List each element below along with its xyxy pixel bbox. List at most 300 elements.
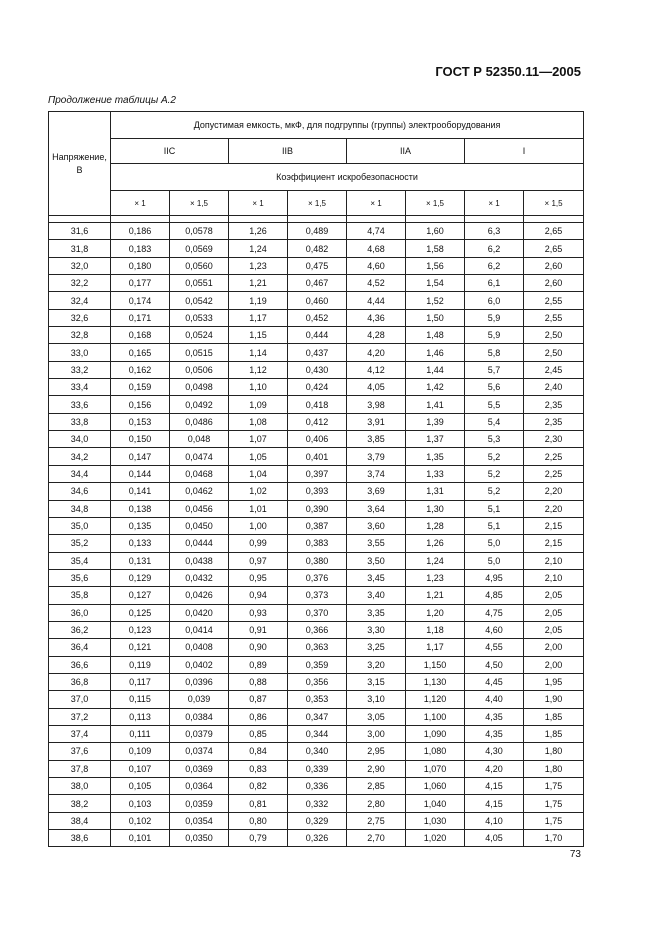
capacitance-cell: 0,103 [111, 795, 170, 812]
capacitance-cell: 2,05 [524, 604, 584, 621]
capacitance-cell: 0,344 [288, 725, 347, 742]
coefficient-cell: × 1 [111, 191, 170, 216]
voltage-cell: 38,2 [49, 795, 111, 812]
capacitance-cell: 0,437 [288, 344, 347, 361]
capacitance-cell: 0,105 [111, 778, 170, 795]
capacitance-cell: 0,0432 [170, 569, 229, 586]
capacitance-cell: 0,0444 [170, 535, 229, 552]
capacitance-cell: 1,12 [229, 361, 288, 378]
capacitance-cell: 4,36 [347, 309, 406, 326]
capacitance-cell: 3,50 [347, 552, 406, 569]
capacitance-cell: 0,430 [288, 361, 347, 378]
capacitance-cell: 4,75 [465, 604, 524, 621]
capacitance-cell: 3,85 [347, 431, 406, 448]
capacitance-cell: 0,387 [288, 517, 347, 534]
capacitance-cell: 1,090 [406, 725, 465, 742]
capacitance-cell: 1,95 [524, 673, 584, 690]
capacitance-cell: 0,0379 [170, 725, 229, 742]
capacitance-cell: 5,3 [465, 431, 524, 448]
capacitance-cell: 0,107 [111, 760, 170, 777]
voltage-cell: 34,8 [49, 500, 111, 517]
capacitance-cell: 0,129 [111, 569, 170, 586]
capacitance-cell: 1,70 [524, 830, 584, 847]
capacitance-cell: 0,0374 [170, 743, 229, 760]
table-row [49, 569, 584, 586]
capacitance-cell: 0,0569 [170, 240, 229, 257]
capacitance-cell: 0,147 [111, 448, 170, 465]
capacitance-cell: 5,9 [465, 327, 524, 344]
capacitance-cell: 4,60 [465, 621, 524, 638]
capacitance-cell: 1,42 [406, 379, 465, 396]
voltage-cell: 38,4 [49, 812, 111, 829]
capacitance-cell: 0,383 [288, 535, 347, 552]
capacitance-cell: 0,0426 [170, 587, 229, 604]
voltage-cell: 33,6 [49, 396, 111, 413]
capacitance-cell: 4,05 [347, 379, 406, 396]
voltage-cell: 34,6 [49, 483, 111, 500]
voltage-cell: 35,0 [49, 517, 111, 534]
capacitance-cell: 3,98 [347, 396, 406, 413]
capacitance-cell: 0,326 [288, 830, 347, 847]
capacitance-cell: 1,18 [406, 621, 465, 638]
voltage-cell: 37,2 [49, 708, 111, 725]
capacitance-cell: 2,50 [524, 327, 584, 344]
capacitance-cell: 1,80 [524, 760, 584, 777]
voltage-cell: 38,6 [49, 830, 111, 847]
capacitance-cell: 1,90 [524, 691, 584, 708]
capacitance-cell: 0,0474 [170, 448, 229, 465]
capacitance-cell: 0,93 [229, 604, 288, 621]
capacitance-cell: 2,65 [524, 223, 584, 240]
capacitance-cell: 0,373 [288, 587, 347, 604]
capacitance-cell: 1,30 [406, 500, 465, 517]
capacitance-cell: 2,05 [524, 621, 584, 638]
capacitance-cell: 4,68 [347, 240, 406, 257]
capacitance-cell: 2,60 [524, 275, 584, 292]
capacitance-cell: 5,6 [465, 379, 524, 396]
capacitance-cell: 0,121 [111, 639, 170, 656]
table-row [49, 673, 584, 690]
capacitance-cell: 0,412 [288, 413, 347, 430]
table-row [49, 830, 584, 847]
voltage-cell: 31,8 [49, 240, 111, 257]
voltage-cell: 37,4 [49, 725, 111, 742]
coefficient-header: Коэффициент искробезопасности [111, 164, 584, 191]
capacitance-cell: 1,24 [229, 240, 288, 257]
table-row [49, 517, 584, 534]
capacitance-cell: 0,113 [111, 708, 170, 725]
capacitance-cell: 4,95 [465, 569, 524, 586]
capacitance-cell: 0,397 [288, 465, 347, 482]
capacitance-cell: 1,39 [406, 413, 465, 430]
voltage-cell: 36,4 [49, 639, 111, 656]
voltage-cell: 35,6 [49, 569, 111, 586]
capacitance-cell: 6,3 [465, 223, 524, 240]
capacitance-cell: 0,85 [229, 725, 288, 742]
voltage-cell: 38,0 [49, 778, 111, 795]
table-row [49, 275, 584, 292]
capacitance-cell: 1,00 [229, 517, 288, 534]
capacitance-cell: 1,24 [406, 552, 465, 569]
capacitance-cell: 0,489 [288, 223, 347, 240]
capacitance-cell: 0,141 [111, 483, 170, 500]
capacitance-cell: 0,370 [288, 604, 347, 621]
capacitance-cell: 0,91 [229, 621, 288, 638]
capacitance-cell: 0,0402 [170, 656, 229, 673]
capacitance-cell: 1,44 [406, 361, 465, 378]
capacitance-cell: 0,0350 [170, 830, 229, 847]
table-row [49, 465, 584, 482]
capacitance-cell: 0,80 [229, 812, 288, 829]
capacitance-cell: 0,0462 [170, 483, 229, 500]
capacitance-cell: 5,4 [465, 413, 524, 430]
capacitance-cell: 0,162 [111, 361, 170, 378]
capacitance-cell: 0,363 [288, 639, 347, 656]
capacitance-cell: 0,115 [111, 691, 170, 708]
capacitance-cell: 0,150 [111, 431, 170, 448]
capacitance-cell: 4,05 [465, 830, 524, 847]
voltage-header-line2: В [76, 164, 83, 175]
capacitance-cell: 0,156 [111, 396, 170, 413]
capacitance-cell: 0,168 [111, 327, 170, 344]
capacitance-cell: 2,95 [347, 743, 406, 760]
capacitance-cell: 1,46 [406, 344, 465, 361]
capacitance-cell: 3,69 [347, 483, 406, 500]
capacitance-cell: 0,144 [111, 465, 170, 482]
capacitance-cell: 0,424 [288, 379, 347, 396]
capacitance-cell: 0,0542 [170, 292, 229, 309]
capacitance-cell: 3,05 [347, 708, 406, 725]
capacitance-cell: 1,150 [406, 656, 465, 673]
capacitance-cell: 0,339 [288, 760, 347, 777]
capacitance-cell: 0,89 [229, 656, 288, 673]
capacitance-cell: 0,119 [111, 656, 170, 673]
capacitance-cell: 3,15 [347, 673, 406, 690]
group-header-iic: IIC [111, 139, 229, 164]
voltage-cell: 37,0 [49, 691, 111, 708]
capacitance-cell: 0,0369 [170, 760, 229, 777]
table-row [49, 691, 584, 708]
coefficient-cell: × 1 [465, 191, 524, 216]
capacitance-cell: 1,37 [406, 431, 465, 448]
capacitance-cell: 2,00 [524, 656, 584, 673]
capacitance-cell: 2,30 [524, 431, 584, 448]
table-row [49, 760, 584, 777]
capacitance-cell: 4,20 [465, 760, 524, 777]
capacitance-cell: 2,15 [524, 517, 584, 534]
voltage-cell: 32,6 [49, 309, 111, 326]
voltage-cell: 37,8 [49, 760, 111, 777]
table-row [49, 587, 584, 604]
capacitance-cell: 0,0408 [170, 639, 229, 656]
capacitance-cell: 0,101 [111, 830, 170, 847]
capacitance-cell: 0,329 [288, 812, 347, 829]
table-row [49, 327, 584, 344]
table-row [49, 621, 584, 638]
capacitance-cell: 0,183 [111, 240, 170, 257]
capacitance-table [48, 111, 584, 847]
capacitance-cell: 0,332 [288, 795, 347, 812]
capacitance-cell: 4,12 [347, 361, 406, 378]
capacitance-cell: 4,28 [347, 327, 406, 344]
capacitance-cell: 0,359 [288, 656, 347, 673]
capacitance-cell: 1,85 [524, 708, 584, 725]
capacitance-cell: 0,366 [288, 621, 347, 638]
table-row [49, 396, 584, 413]
table-row [49, 483, 584, 500]
capacitance-cell: 6,1 [465, 275, 524, 292]
capacitance-cell: 1,52 [406, 292, 465, 309]
capacitance-cell: 5,8 [465, 344, 524, 361]
voltage-cell: 35,8 [49, 587, 111, 604]
capacitance-cell: 0,133 [111, 535, 170, 552]
table-continuation-caption: Продолжение таблицы А.2 [48, 95, 176, 106]
capacitance-cell: 0,138 [111, 500, 170, 517]
capacitance-cell: 0,353 [288, 691, 347, 708]
coefficient-cell: × 1 [229, 191, 288, 216]
voltage-cell: 32,0 [49, 257, 111, 274]
capacitance-cell: 1,060 [406, 778, 465, 795]
capacitance-cell: 2,10 [524, 569, 584, 586]
table-row [49, 223, 584, 240]
voltage-cell: 36,2 [49, 621, 111, 638]
capacitance-cell: 3,79 [347, 448, 406, 465]
capacitance-cell: 0,83 [229, 760, 288, 777]
capacitance-cell: 4,55 [465, 639, 524, 656]
capacitance-cell: 1,030 [406, 812, 465, 829]
capacitance-cell: 0,82 [229, 778, 288, 795]
capacitance-cell: 0,460 [288, 292, 347, 309]
capacitance-cell: 2,85 [347, 778, 406, 795]
capacitance-cell: 0,135 [111, 517, 170, 534]
capacitance-cell: 4,35 [465, 725, 524, 742]
capacitance-cell: 0,102 [111, 812, 170, 829]
table-row [49, 257, 584, 274]
capacitance-cell: 0,186 [111, 223, 170, 240]
capacitance-cell: 1,50 [406, 309, 465, 326]
table-row [49, 344, 584, 361]
capacitance-cell: 4,74 [347, 223, 406, 240]
capacitance-cell: 0,87 [229, 691, 288, 708]
capacitance-cell: 2,35 [524, 413, 584, 430]
capacitance-cell: 1,020 [406, 830, 465, 847]
table-row [49, 725, 584, 742]
voltage-cell: 36,0 [49, 604, 111, 621]
capacitance-cell: 3,35 [347, 604, 406, 621]
capacitance-cell: 0,95 [229, 569, 288, 586]
group-header-iia: IIA [347, 139, 465, 164]
group-header-iib: IIB [229, 139, 347, 164]
capacitance-cell: 3,55 [347, 535, 406, 552]
coefficient-cell: × 1,5 [288, 191, 347, 216]
capacitance-cell: 2,70 [347, 830, 406, 847]
table-row [49, 604, 584, 621]
capacitance-cell: 0,159 [111, 379, 170, 396]
voltage-cell: 35,4 [49, 552, 111, 569]
capacitance-cell: 1,02 [229, 483, 288, 500]
voltage-cell: 33,0 [49, 344, 111, 361]
capacitance-cell: 2,40 [524, 379, 584, 396]
capacitance-cell: 2,80 [347, 795, 406, 812]
capacitance-cell: 1,31 [406, 483, 465, 500]
capacitance-cell: 4,85 [465, 587, 524, 604]
capacitance-cell: 6,2 [465, 257, 524, 274]
capacitance-cell: 3,64 [347, 500, 406, 517]
coefficient-cell: × 1,5 [170, 191, 229, 216]
capacitance-cell: 5,2 [465, 448, 524, 465]
capacitance-cell: 1,75 [524, 778, 584, 795]
capacitance-cell: 0,94 [229, 587, 288, 604]
capacitance-cell: 0,0438 [170, 552, 229, 569]
capacitance-cell: 0,81 [229, 795, 288, 812]
capacitance-cell: 0,88 [229, 673, 288, 690]
capacitance-cell: 0,393 [288, 483, 347, 500]
capacitance-cell: 4,15 [465, 795, 524, 812]
capacitance-cell: 1,60 [406, 223, 465, 240]
capacitance-cell: 0,174 [111, 292, 170, 309]
capacitance-cell: 0,86 [229, 708, 288, 725]
capacitance-cell: 2,25 [524, 465, 584, 482]
capacitance-cell: 2,20 [524, 500, 584, 517]
capacitance-cell: 0,0354 [170, 812, 229, 829]
voltage-cell: 36,8 [49, 673, 111, 690]
capacitance-cell: 3,20 [347, 656, 406, 673]
voltage-cell: 36,6 [49, 656, 111, 673]
voltage-column-header [49, 112, 111, 216]
capacitance-cell: 0,376 [288, 569, 347, 586]
capacitance-cell: 5,1 [465, 517, 524, 534]
capacitance-cell: 0,84 [229, 743, 288, 760]
capacitance-cell: 3,10 [347, 691, 406, 708]
capacitance-cell: 0,418 [288, 396, 347, 413]
capacitance-cell: 0,0468 [170, 465, 229, 482]
page-number: 73 [569, 849, 581, 860]
capacitance-cell: 4,52 [347, 275, 406, 292]
coefficient-cell: × 1,5 [524, 191, 584, 216]
capacitance-cell: 4,45 [465, 673, 524, 690]
capacitance-cell: 6,2 [465, 240, 524, 257]
voltage-cell: 34,4 [49, 465, 111, 482]
capacitance-cell: 1,26 [229, 223, 288, 240]
table-row [49, 639, 584, 656]
capacitance-cell: 1,28 [406, 517, 465, 534]
capacitance-cell: 6,0 [465, 292, 524, 309]
capacitance-cell: 3,00 [347, 725, 406, 742]
capacitance-cell: 0,356 [288, 673, 347, 690]
capacitance-cell: 3,91 [347, 413, 406, 430]
voltage-cell: 35,2 [49, 535, 111, 552]
capacitance-cell: 0,0420 [170, 604, 229, 621]
capacitance-cell: 5,9 [465, 309, 524, 326]
capacitance-cell: 0,048 [170, 431, 229, 448]
capacitance-cell: 0,0492 [170, 396, 229, 413]
capacitance-cell: 0,97 [229, 552, 288, 569]
voltage-cell: 33,8 [49, 413, 111, 430]
capacitance-cell: 2,45 [524, 361, 584, 378]
capacitance-cell: 2,35 [524, 396, 584, 413]
capacitance-cell: 0,180 [111, 257, 170, 274]
capacitance-cell: 0,99 [229, 535, 288, 552]
capacitance-cell: 2,20 [524, 483, 584, 500]
capacitance-cell: 0,390 [288, 500, 347, 517]
capacitance-cell: 0,0384 [170, 708, 229, 725]
capacitance-cell: 0,0456 [170, 500, 229, 517]
capacitance-cell: 0,0498 [170, 379, 229, 396]
table-row [49, 379, 584, 396]
capacitance-cell: 2,15 [524, 535, 584, 552]
capacitance-cell: 1,130 [406, 673, 465, 690]
capacitance-cell: 3,74 [347, 465, 406, 482]
capacitance-cell: 5,1 [465, 500, 524, 517]
capacitance-cell: 1,17 [406, 639, 465, 656]
capacitance-cell: 3,25 [347, 639, 406, 656]
capacitance-cell: 0,0515 [170, 344, 229, 361]
capacitance-cell: 2,05 [524, 587, 584, 604]
capacitance-cell: 0,467 [288, 275, 347, 292]
table-row [49, 795, 584, 812]
capacitance-cell: 3,45 [347, 569, 406, 586]
capacitance-cell: 0,475 [288, 257, 347, 274]
capacitance-cell: 1,20 [406, 604, 465, 621]
capacity-header: Допустимая емкость, мкФ, для подгруппы (группы) электрооборудования [111, 112, 584, 139]
capacitance-cell: 0,0533 [170, 309, 229, 326]
table-row [49, 778, 584, 795]
capacitance-cell: 1,75 [524, 795, 584, 812]
voltage-header-line1: Напряжение, [52, 151, 107, 162]
capacitance-cell: 2,00 [524, 639, 584, 656]
capacitance-cell: 0,0450 [170, 517, 229, 534]
capacitance-cell: 1,21 [229, 275, 288, 292]
voltage-cell: 33,2 [49, 361, 111, 378]
capacitance-cell: 1,41 [406, 396, 465, 413]
capacitance-cell: 1,17 [229, 309, 288, 326]
voltage-cell: 33,4 [49, 379, 111, 396]
capacitance-cell: 0,123 [111, 621, 170, 638]
capacitance-cell: 0,0414 [170, 621, 229, 638]
capacitance-cell: 1,15 [229, 327, 288, 344]
capacitance-cell: 3,30 [347, 621, 406, 638]
capacitance-cell: 0,109 [111, 743, 170, 760]
capacitance-cell: 1,120 [406, 691, 465, 708]
voltage-cell: 32,8 [49, 327, 111, 344]
capacitance-cell: 2,50 [524, 344, 584, 361]
capacitance-cell: 0,0560 [170, 257, 229, 274]
voltage-cell: 31,6 [49, 223, 111, 240]
capacitance-cell: 1,58 [406, 240, 465, 257]
capacitance-cell: 0,153 [111, 413, 170, 430]
coefficient-cell: × 1 [347, 191, 406, 216]
capacitance-cell: 0,347 [288, 708, 347, 725]
table-row [49, 361, 584, 378]
capacitance-cell: 4,60 [347, 257, 406, 274]
capacitance-cell: 0,0524 [170, 327, 229, 344]
capacitance-cell: 0,0364 [170, 778, 229, 795]
capacitance-cell: 0,0506 [170, 361, 229, 378]
capacitance-cell: 1,040 [406, 795, 465, 812]
capacitance-cell: 4,20 [347, 344, 406, 361]
capacitance-cell: 5,5 [465, 396, 524, 413]
capacitance-cell: 0,039 [170, 691, 229, 708]
capacitance-cell: 0,90 [229, 639, 288, 656]
capacitance-cell: 5,0 [465, 535, 524, 552]
capacitance-cell: 1,35 [406, 448, 465, 465]
capacitance-cell: 1,10 [229, 379, 288, 396]
capacitance-cell: 4,35 [465, 708, 524, 725]
capacitance-cell: 0,125 [111, 604, 170, 621]
capacitance-cell: 1,48 [406, 327, 465, 344]
table-row [49, 656, 584, 673]
capacitance-cell: 0,0359 [170, 795, 229, 812]
